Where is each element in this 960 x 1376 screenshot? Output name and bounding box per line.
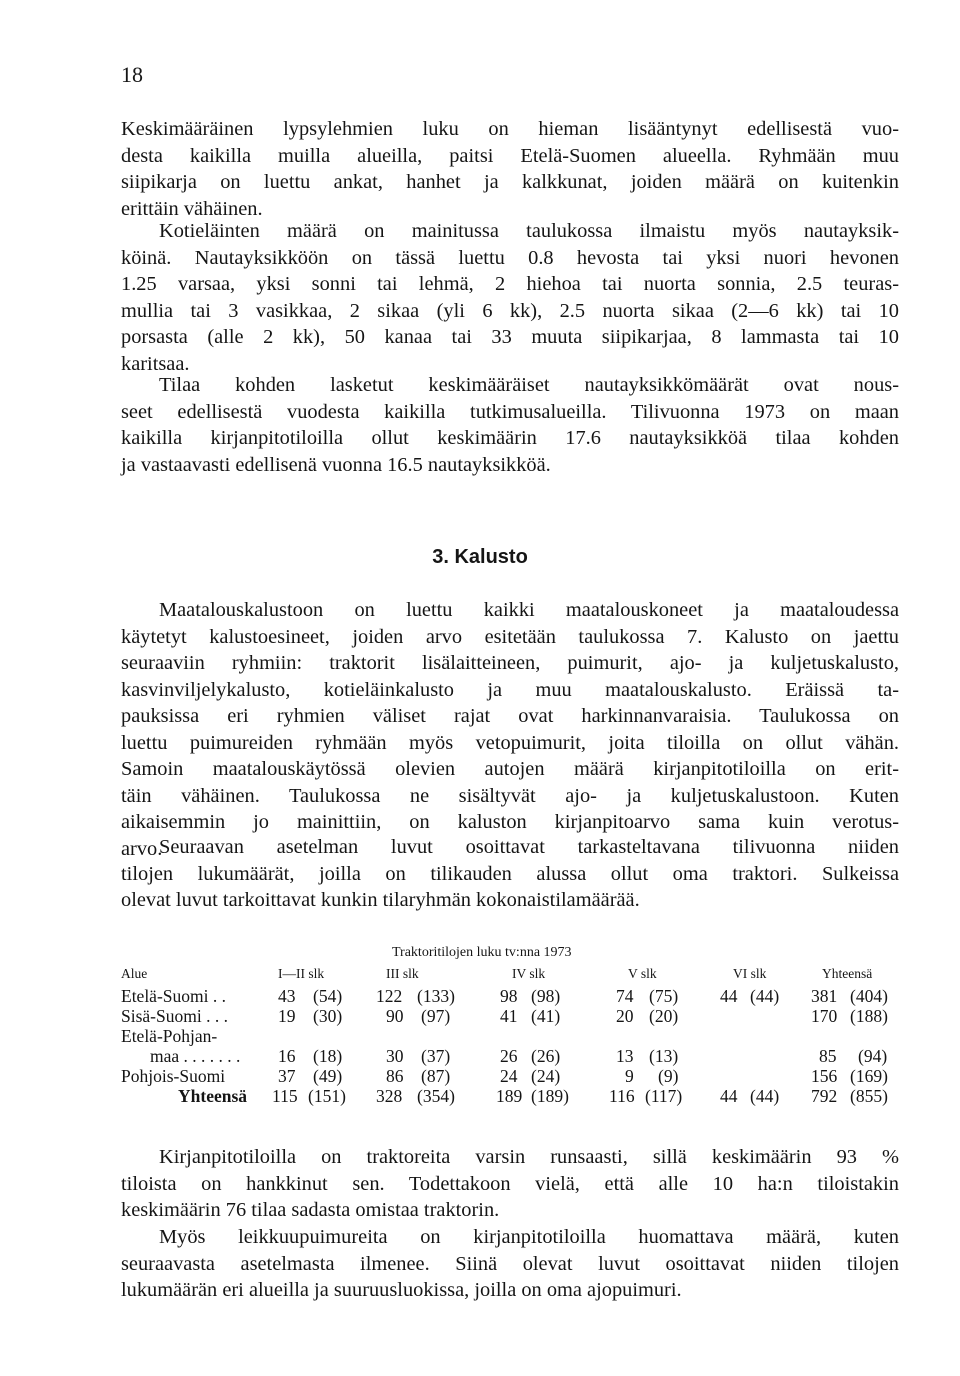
text-line: arvo. xyxy=(121,837,163,860)
text-line: erittäin vähäinen. xyxy=(121,197,263,220)
table-caption: Traktoritilojen luku tv:nna 1973 xyxy=(392,945,572,960)
text-line: Seuraavan asetelman luvut osoittavat tarkasteltavana tilivuonna niiden xyxy=(159,836,899,858)
text-line: luettu puimureiden ryhmään myös vetopuimurit, joita tiloilla on ollut vähän. xyxy=(121,731,899,754)
header-class-1-2: I—II slk xyxy=(278,966,325,981)
table-cell: 381 xyxy=(811,986,838,1006)
table-cell: 74 xyxy=(616,986,634,1006)
paragraph-7 xyxy=(121,1224,899,1304)
table-cell: (94) xyxy=(858,1046,888,1066)
text-line: seet edellisestä vuodesta kaikilla tutkimusalueilla. Tilivuonna 1973 on maan xyxy=(121,400,899,423)
text-line: seuraaviin ryhmiin: traktorit lisälaitteineen, puimurit, ajo- ja kuljetuskalusto, xyxy=(121,652,899,674)
header-alue: Alue xyxy=(121,966,148,981)
table-cell: (188) xyxy=(850,1006,888,1026)
table-cell: (133) xyxy=(417,986,455,1006)
table-cell: (169) xyxy=(850,1066,888,1086)
text-line: Keskimääräinen lypsylehmien luku on hieman lisääntynyt edellisestä vuo- xyxy=(121,118,899,140)
row-label: maa . . . . . . . xyxy=(150,1046,241,1066)
text-line: karitsaa. xyxy=(121,352,190,375)
table-cell: 19 xyxy=(278,1006,296,1026)
text-line: Tilaa kohden lasketut keskimääräiset nautayksikkömäärät ovat nous- xyxy=(159,374,899,396)
text-line: tilojen lukumäärät, joilla on tilikauden alussa ollut oma traktori. Sulkeissa xyxy=(121,862,899,885)
table-cell: (87) xyxy=(421,1066,451,1086)
paragraph-1 xyxy=(121,116,899,222)
table-cell: (44) xyxy=(750,986,780,1006)
table-cell: (404) xyxy=(850,986,888,1006)
table-cell: 9 xyxy=(625,1066,634,1086)
table-cell: (189) xyxy=(531,1086,569,1106)
table-cell: (30) xyxy=(313,1006,343,1026)
table-cell: 86 xyxy=(386,1066,404,1086)
row-label: Pohjois-Suomi xyxy=(121,1066,226,1086)
text-line: Kotieläinten määrä on mainitussa taulukossa ilmaistu myös nautayksik- xyxy=(159,220,899,242)
table-cell: 90 xyxy=(386,1006,404,1026)
table-cell: (354) xyxy=(417,1086,455,1106)
table-cell: 30 xyxy=(386,1046,404,1066)
table-cell: 26 xyxy=(500,1046,518,1066)
text-line: mullia tai 3 vasikkaa, 2 sikaa (yli 6 kk), 2.5 nuorta sikaa (2—6 kk) tai 10 xyxy=(121,299,899,322)
text-line: Maatalouskalustoon on luettu kaikki maatalouskoneet ja maataloudessa xyxy=(159,599,899,621)
text-line: seuraavasta asetelmasta ilmenee. Siinä olevat luvut osoittavat niiden tilojen xyxy=(121,1252,899,1275)
table-cell: (49) xyxy=(313,1066,343,1086)
text-line: kaikilla kirjanpitotiloilla ollut keskimäärin 17.6 nautayksikköä tilaa kohden xyxy=(121,427,899,449)
table-cell: 85 xyxy=(819,1046,837,1066)
table-cell: (75) xyxy=(649,986,679,1006)
table-cell: 189 xyxy=(496,1086,523,1106)
paragraph-3 xyxy=(121,372,899,478)
table-cell: 44 xyxy=(720,1086,738,1106)
table-cell: 170 xyxy=(811,1006,838,1026)
table-cell: 16 xyxy=(278,1046,296,1066)
table-cell: (97) xyxy=(421,1006,451,1026)
header-class-3: III slk xyxy=(386,966,419,981)
text-line: ja vastaavasti edellisenä vuonna 16.5 nautayksikköä. xyxy=(121,453,551,476)
table-cell: (37) xyxy=(421,1046,451,1066)
row-label: Sisä-Suomi . . . xyxy=(121,1006,228,1026)
table-cell: (44) xyxy=(750,1086,780,1106)
header-total: Yhteensä xyxy=(822,966,873,981)
table-cell: 13 xyxy=(616,1046,634,1066)
paragraph-4 xyxy=(121,597,899,862)
header-class-6: VI slk xyxy=(733,966,767,981)
text-line: aikaisemmin jo mainittiin, on kaluston kirjanpitoarvo sama kuin verotus- xyxy=(121,811,899,833)
table-cell: 328 xyxy=(376,1086,403,1106)
row-label: Yhteensä xyxy=(178,1086,248,1106)
table-cell: (54) xyxy=(313,986,343,1006)
text-line: köinä. Nautayksikköön on tässä luettu 0.8 hevosta tai yksi nuori hevonen xyxy=(121,246,899,269)
text-line: keskimäärin 76 tilaa sadasta omistaa traktorin. xyxy=(121,1199,500,1221)
table-cell: (9) xyxy=(658,1066,679,1086)
table-cell: (855) xyxy=(850,1086,888,1106)
table-cell: (117) xyxy=(645,1086,683,1106)
section-heading: 3. Kalusto xyxy=(432,546,528,568)
paragraph-2 xyxy=(121,218,899,377)
table-cell: 122 xyxy=(376,986,403,1006)
text-line: desta kaikilla muilla alueilla, paitsi Etelä-Suomen alueella. Ryhmään muu xyxy=(121,144,899,167)
table-cell: 41 xyxy=(500,1006,518,1026)
table-cell: (24) xyxy=(531,1066,561,1086)
text-line: Samoin maatalouskäytössä olevien autojen määrä kirjanpitotiloilla on erit- xyxy=(121,758,899,780)
table-cell: (98) xyxy=(531,986,561,1006)
table-cell: (151) xyxy=(308,1086,346,1106)
text-line: käytetyt kalustoesineet, joiden arvo esitetään taulukossa 7. Kalusto on jaettu xyxy=(121,625,899,648)
paragraph-6 xyxy=(121,1144,899,1224)
header-class-5: V slk xyxy=(628,966,657,981)
text-line: lukumäärän eri alueilla ja suuruusluokissa, joilla on oma ajopuimuri. xyxy=(121,1279,682,1301)
table-cell: 20 xyxy=(616,1006,634,1026)
table-cell: (18) xyxy=(313,1046,343,1066)
text-line: siipikarja on luettu ankat, hanhet ja kalkkunat, joiden määrä on kuitenkin xyxy=(121,171,899,193)
table-cell: (13) xyxy=(649,1046,679,1066)
text-line: tiloista on hankkinut sen. Todettakoon vielä, että alle 10 ha:n tiloistakin xyxy=(121,1172,899,1195)
text-line: pauksissa eri ryhmien väliset rajat ovat harkinnanvaraisia. Taulukossa on xyxy=(121,705,899,727)
table-cell: 116 xyxy=(609,1086,635,1106)
table-cell: 792 xyxy=(811,1086,838,1106)
row-label: Etelä-Pohjan- xyxy=(121,1026,218,1046)
table-cell: 43 xyxy=(278,986,296,1006)
table-cell: (20) xyxy=(649,1006,679,1026)
table-cell: 37 xyxy=(278,1066,296,1086)
header-class-4: IV slk xyxy=(512,966,546,981)
paragraph-5 xyxy=(121,834,899,914)
text-line: täin vähäinen. Taulukossa ne sisältyvät ajo- ja kuljetuskalustoon. Kuten xyxy=(121,784,899,807)
table-cell: 115 xyxy=(272,1086,298,1106)
text-line: Kirjanpitotiloilla on traktoreita varsin runsaasti, sillä keskimäärin 93 % xyxy=(159,1146,899,1168)
text-line: Myös leikkuupuimureita on kirjanpitotiloilla huomattava määrä, kuten xyxy=(159,1226,899,1248)
table-cell: 44 xyxy=(720,986,738,1006)
text-line: olevat luvut tarkoittavat kunkin tilaryhmän kokonaistilamäärää. xyxy=(121,889,640,911)
table-cell: (26) xyxy=(531,1046,561,1066)
row-label: Etelä-Suomi . . xyxy=(121,986,226,1006)
text-line: 1.25 varsaa, yksi sonni tai lehmä, 2 hiehoa tai nuorta sonnia, 2.5 teuras- xyxy=(121,273,899,295)
text-line: porsasta (alle 2 kk), 50 kanaa tai 33 muuta siipikarjaa, 8 lammasta tai 10 xyxy=(121,326,899,348)
text-line: kasvinviljelykalusto, kotieläinkalusto ja muu maatalouskalusto. Eräissä ta- xyxy=(121,678,899,701)
table-cell: 98 xyxy=(500,986,518,1006)
table-cell: 156 xyxy=(811,1066,838,1086)
table-cell: (41) xyxy=(531,1006,561,1026)
table-cell: 24 xyxy=(500,1066,518,1086)
page-number: 18 xyxy=(121,62,143,87)
